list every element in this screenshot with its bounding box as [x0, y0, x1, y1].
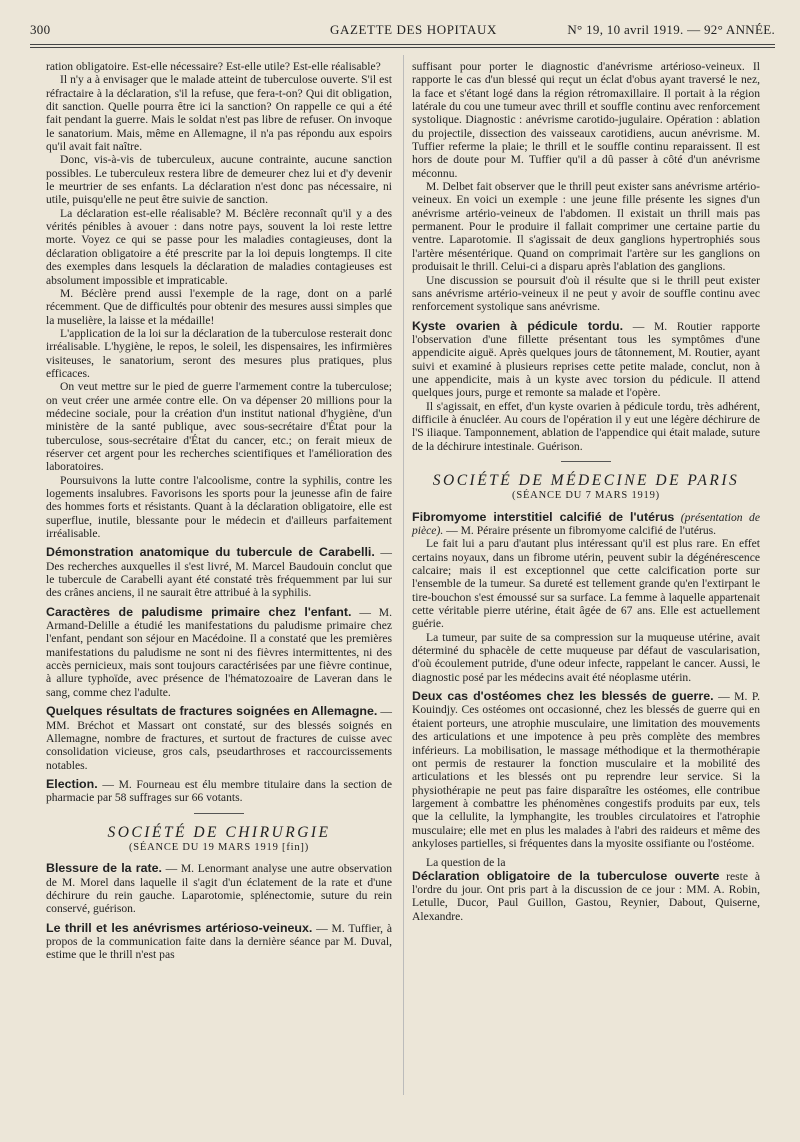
article-body: — M. P. Kouindjy. Ces ostéomes ont occasionné, chez les blessés de guerre qui en étaient porteurs, une atrophie musculaire, une limitation des mouvements des articulations et une impotence à peu près complète des membres inférieurs. La mobilisation, le massage méthodique et la thermothérapie ont permis de restaurer la fonction musculaire et la mobilité des articulations et les blessés ont pu reprendre leur service. Si la physiothérapie ne peut pas faire disparaître les ostéomes, elle contribue largement à combattre les phénomènes congestifs produits par eux, tels que la cellulite, la lymphangite, les troubles circulatoires et l'atrophie musculaire; elle met en plus les malades à l'abri des raideurs et même des ankyloses partielles, si fréquentes dans la myosite ossifiante ou l'ostéome.	[412, 690, 760, 850]
paragraph: M. Delbet fait observer que le thrill peut exister sans anévrisme artério-veineux. En voici un exemple : une jeune fille présente les signes d'un anévrisme artério-veineux de l'abdomen. Il existait un thrill mais pas permanent. Pour le produire il fallait comprimer une certaine partie du ventre. Laparotomie. Il s'agissait de deux ganglions hypertrophiés sous l'artère mésentérique. Quand on comprimait l'artère sur les ganglions on produisait le thrill. Celui-ci a disparu après l'ablation des ganglions.	[412, 180, 760, 274]
article-heading: Démonstration anatomique du tubercule de Carabelli.	[46, 545, 375, 560]
page-header	[30, 22, 775, 44]
article-body: — Des recherches auxquelles il s'est livré, M. Marcel Baudouin conclut que le tubercule de Carabelli ayant été constaté très fréquemment par lui sur des crânes anciens, il ne saurait être attribué à la syphilis.	[46, 546, 392, 600]
section-title-chirurgie: SOCIÉTÉ DE CHIRURGIE	[107, 823, 331, 841]
header-rule	[30, 44, 775, 45]
issue-info: N° 19, 10 avril 1919. — 92° ANNÉE.	[567, 22, 775, 37]
section-session-date: (SÉANCE DU 19 MARS 1919 [fin])	[128, 841, 310, 853]
header-rule-double	[30, 47, 775, 48]
article-body: — MM. Bréchot et Massart ont constaté, sur des blessés soignés en Allemagne, nombre de fractures, et surtout de fractures de cuisse avec consolidation vicieuse, gros cals, pseudarthroses et raccourcissements notables.	[46, 705, 392, 772]
paragraph: suffisant pour porter le diagnostic d'anévrisme artérioso-veineux. Il rapporte le cas d'un blessé qui reçut un éclat d'obus ayant traversé le nez, la face et s'étant logé dans la région rétromaxillaire. Il portait à la région latérale du cou une tumeur avec thrill et souffle continu avec renforcement systolique. Diagnostic : anévrisme carotido-jugulaire. Opération : ablation du projectile, dissection des vaisseaux carotidiens, aucun anévrisme. M. Tuffier referme la plaie; le thrill et le souffle continu reparaissent. Il est hors de doute pour M. Tuffier qu'il a dû passer à côté d'un anévrisme méconnu.	[412, 60, 760, 180]
article-body: reste à l'ordre du jour. Ont pris part à la discussion de ce jour : MM. A. Robin, Letulle, Ducor, Paul Guillon, Gastou, Reynier, Dabout, Quiserne, Alexandre.	[412, 869, 760, 923]
article-heading: Deux cas d'ostéomes chez les blessés de guerre.	[412, 689, 714, 704]
article-heading: Caractères de paludisme primaire chez l'enfant.	[46, 604, 352, 619]
paragraph: Le fait lui a paru d'autant plus intéressant qu'il est plus rare. En effet certains noyaux, dans un fibrome utérin, peuvent subir la dégénérescence calcaire; mais il est exceptionnel que cette calcification porte sur l'ensemble de la tumeur. Sa dureté est tellement grande qu'en l'extirpant le tire-bouchon s'est émoussé sur sa surface. La femme à laquelle appartenait cette véritable pierre utérine, était âgée de 67 ans. Elle est actuellement guérie.	[412, 537, 760, 631]
article-body: — M. Lenormant analyse une autre observation de M. Morel dans laquelle il s'agit d'un éclatement de la rate et d'une déchirure du rein gauche. Laparotomie, splénectomie, suture du rein conservé, guérison.	[46, 862, 393, 916]
page-number: 300	[30, 22, 51, 37]
article-subtitle: (présentation de pièce).	[412, 510, 761, 537]
paragraph: ration obligatoire. Est-elle nécessaire? Est-elle utile? Est-elle réalisable?	[46, 60, 381, 73]
paragraph: Donc, vis-à-vis de tuberculeux, aucune contrainte, aucune sanction possibles. Le tuberculeux restera libre de demeurer chez lui et d'y devenir le meurtrier de ses enfants. La déclaration n'est donc pas nécessaire, ni utile, puisqu'elle ne peut être suivie de sanction.	[46, 153, 392, 207]
article-body: — M. Tuffier, à propos de la communication faite dans la dernière séance par M. Duval, estime que le thrill n'est pas	[46, 921, 392, 962]
left-column	[46, 60, 392, 962]
article-heading: Blessure de la rate.	[46, 861, 162, 876]
section-divider	[561, 461, 611, 462]
paragraph: Il s'agissait, en effet, d'un kyste ovarien à pédicule tordu, très adhérent, difficile à énucléer. Au cours de l'opération il y eut une légère déchirure de l'S iliaque. Tamponnement, ablation de l'appendice qui était malade, suture de la déchirure intestinale. Guérison.	[412, 399, 760, 453]
article-heading: Kyste ovarien à pédicule tordu.	[412, 318, 624, 333]
paragraph: La tumeur, par suite de sa compression sur la muqueuse utérine, avait déterminé du sphacèle de cette muqueuse par défaut de vascularisation, d'où écoulement putride, d'une odeur infecte, rappelant le cancer. Aussi, le diagnostic posé par les médecins avait été néoplasme utérin.	[412, 630, 760, 684]
paragraph: On veut mettre sur le pied de guerre l'armement contre la tuberculose; on veut créer une armée contre elle. On va dépenser 20 millions pour la médecine sociale, pour la création d'un institut national d'hygiène, d'un ministère de la santé publique, avec sous-secrétaire d'État pour la tuberculose, sous-secrétaire d'État du cancer, etc.; on ferait mieux de réserver cet argent pour les recherches scientifiques et l'amélioration des laboratoires.	[46, 380, 392, 474]
article-intro: La question de la	[426, 856, 506, 870]
article-declaration	[412, 856, 760, 869]
section-title-medecine: SOCIÉTÉ DE MÉDECINE DE PARIS	[432, 471, 740, 489]
column-divider	[403, 55, 404, 1095]
article-heading: Déclaration obligatoire de la tuberculose ouverte	[412, 868, 720, 883]
article-body: — M. Péraire présente un fibromyome calcifié de l'utérus.	[446, 524, 717, 537]
paragraph: La déclaration est-elle réalisable? M. Béclère reconnaît qu'il y a des vérités pénibles à avouer : dans notre pays, souvent la loi reste lettre morte. Voyez ce qui se passe pour les maladies contagieuses, dont la déclaration obligatoire a été prescrite par la loi depuis longtemps. Il cite des exemples dans lesquels la déclaration de maladies contagieuses est absolument impossible et impraticable.	[46, 206, 392, 287]
article-heading: Fibromyome interstitiel calcifié de l'utérus	[412, 509, 675, 524]
journal-title: GAZETTE DES HOPITAUX	[330, 22, 497, 37]
article-body: — M. Fourneau est élu membre titulaire dans la section de pharmacie par 58 suffrages sur 66 votants.	[46, 777, 392, 805]
paragraph: Poursuivons la lutte contre l'alcoolisme, contre la syphilis, contre les logements insalubres. Favorisons les sports pour la jeunesse afin de faire des hommes forts et résistants. Quant à la déclaration obligatoire, elle est superflue, inutile, blessante pour le médecin et d'ailleurs parfaitement irréalisable.	[46, 473, 392, 541]
paragraph: L'application de la loi sur la déclaration de la tuberculose resterait donc irréalisable. L'hygiène, le repos, le soleil, les dispensaires, les infirmières visiteuses, le sanatorium, seront des mesures plus pratiques, plus efficaces.	[46, 326, 392, 380]
article-body: — M. Armand-Delille a étudié les manifestations du paludisme primaire chez l'enfant, pendant son séjour en Macédoine. Il a constaté que les premières manifestations du paludisme ne sont ni des fièvres intermittentes, ni des accès pernicieux, mais sont toujours caractérisées par une fièvre continue, à allure typhoïde, avec présence de l'hématozoaire de Laveran dans le sang, comme chez l'adulte.	[46, 605, 393, 699]
paragraph: M. Béclère prend aussi l'exemple de la rage, dont on a parlé récemment. Que de difficultés pour obtenir des mesures aussi simples que la muselière, la laisse et la médaille!	[46, 286, 392, 327]
right-column	[412, 60, 760, 923]
article-body: — M. Routier rapporte l'observation d'une fillette présentant tous les symptômes d'une appendicite aiguë. Après quelques jours de tâtonnement, M. Routier, ayant suivi et examiné à plusieurs reprises cette petite malade, conclut, non à une appendicite, mais à un kyste avec torsion du pédicule. Il attend quelques jours, purge et remonte sa malade et l'opère.	[412, 319, 760, 400]
article-heading: Le thrill et les anévrismes artérioso-veineux.	[46, 920, 313, 935]
paragraph: Une discussion se poursuit d'où il résulte que si le thrill peut exister sans anévrisme artério-veineux il ne peut y avoir de souffle continu avec renforcement systolique sans anévrisme.	[412, 273, 760, 314]
paragraph: Il n'y a à envisager que le malade atteint de tuberculose ouverte. S'il est réfractaire à la déclaration, s'il la refuse, que fera-t-on? Qui dit obligation, dit sanction. Quelle pourra être ici la sanction? On rappelle ce qui a été fait pendant la guerre. Mais le soldat n'est pas libre de refuser. On invoque le sanatorium. Mais, même en Allemagne, il n'a pas répondu aux espoirs qu'il avait fait naître.	[46, 73, 392, 154]
section-session-date: (SÉANCE DU 7 MARS 1919)	[512, 490, 660, 502]
section-divider	[194, 813, 244, 814]
article-heading: Election.	[46, 776, 98, 791]
article-heading: Quelques résultats de fractures soignées en Allemagne.	[46, 704, 378, 719]
